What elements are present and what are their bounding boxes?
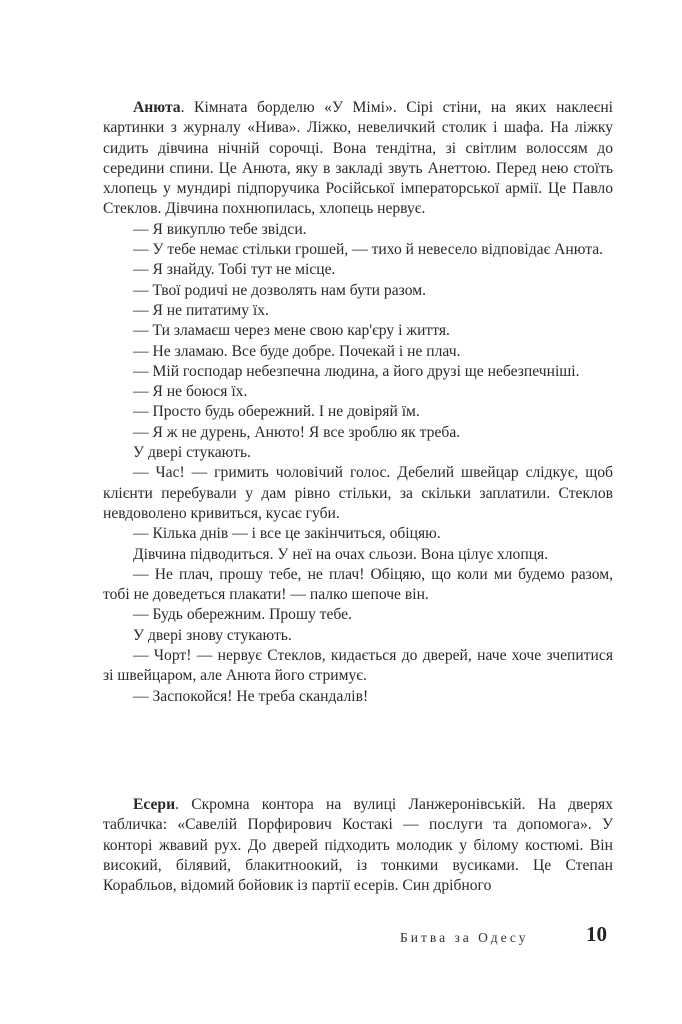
dialogue-line: — Не зламаю. Все буде добре. Почекай і не плач.	[133, 342, 461, 360]
scene-esery	[103, 795, 613, 896]
scene-heading: Анюта	[133, 99, 181, 116]
dialogue-line: — Я викуплю тебе звідси.	[133, 220, 307, 238]
page-number: 10	[586, 922, 607, 946]
scene-anyuta	[103, 98, 613, 707]
dialogue-line: — Твої родичі не дозволять нам бути разом.	[133, 281, 426, 299]
scene-description: . Скромна контора на вулиці Ланжеронівській. На дверях табличка: «Савелій Порфирович Костакі — послуги та допомога». У конторі жвавий рух. До дверей підходить молодик у білому костюмі. Він високий, білявий, блакитноокий, із тонкими вусиками. Це Степан Корабльов, відомий бойовик із партії есерів. Син дрібного	[103, 796, 613, 895]
scene-heading: Есери	[133, 796, 176, 813]
stage-direction: Дівчина підводиться. У неї на очах сльози. Вона цілує хлопця.	[133, 545, 549, 563]
dialogue-line: — Я ж не дурень, Анюто! Я все зроблю як треба.	[133, 423, 461, 441]
dialogue-line: — Просто будь обережний. І не довіряй їм.	[133, 403, 420, 421]
stage-direction: У двері стукають.	[133, 444, 251, 462]
dialogue-line: — Заспокойся! Не треба скандалів!	[133, 687, 369, 705]
scene-description: . Кімната борделю «У Мімі». Сірі стіни, на яких наклеєні картинки з журналу «Нива». Ліжко, невеличкий столик і шафа. На ліжку сидить дівчина нічній сорочці. Вона тендітна, зі світлим волоссям до середини спини. Це Анюта, яку в закладі звуть Анеттою. Перед нею стоїть хлопець у мундирі підпоручика Російської імператорської армії. Це Павло Стеклов. Дівчина похнюпилась, хлопець нервує.	[103, 99, 613, 218]
dialogue-line: — Чорт! — нервує Стеклов, кидається до дверей, наче хоче зчепитися зі швейцаром, але Анюта його стримує.	[103, 647, 613, 685]
running-footer-title: Битва за Одесу	[400, 930, 529, 945]
dialogue-line: — Час! — гримить чоловічий голос. Дебелий швейцар слідкує, щоб клієнти перебували у дам рівно стільки, за скільки заплатили. Стеклов невдоволено кривиться, кусає губи.	[103, 464, 613, 522]
dialogue-line: — Я не питатиму їх.	[133, 301, 269, 319]
dialogue-line: — Будь обережним. Прошу тебе.	[133, 606, 352, 624]
dialogue-line: — Ти зламаєш через мене свою кар'єру і життя.	[133, 322, 450, 340]
dialogue-line: — Не плач, прошу тебе, не плач! Обіцяю, що коли ми будемо разом, тобі не доведеться плакати! — палко шепоче він.	[103, 565, 613, 604]
dialogue-line: — Я знайду. Тобі тут не місце.	[133, 261, 336, 279]
dialogue-line: — У тебе немає стільки грошей, — тихо й невесело відповідає Анюта.	[133, 241, 604, 259]
scene-intro-paragraph	[103, 795, 613, 896]
stage-direction: У двері знову стукають.	[133, 626, 292, 644]
dialogue-line: — Кілька днів — і все це закінчиться, обіцяю.	[133, 525, 441, 543]
scene-intro-paragraph	[103, 98, 613, 220]
dialogue-line: — Мій господар небезпечна людина, а його друзі ще небезпечніші.	[133, 362, 580, 380]
dialogue-line: — Я не боюся їх.	[133, 383, 248, 401]
